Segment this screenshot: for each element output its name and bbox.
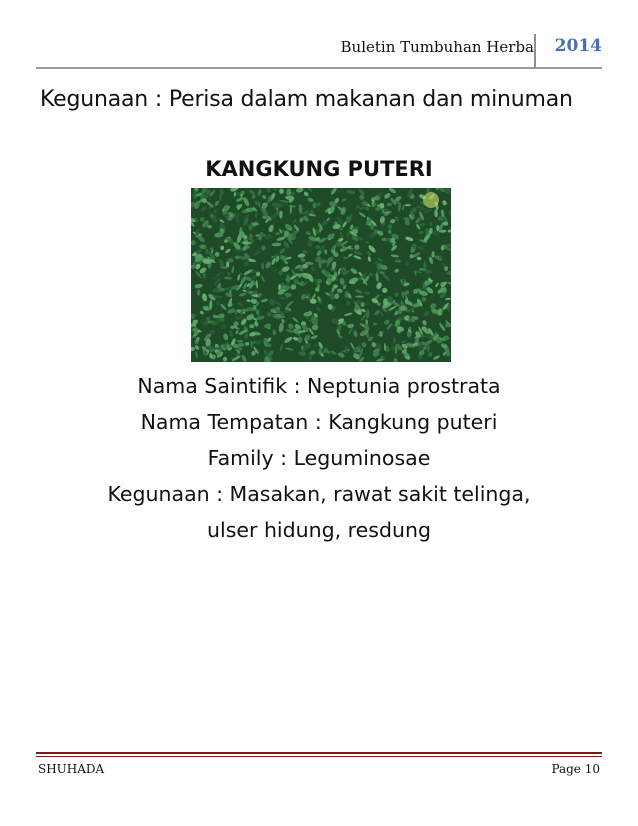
- page-header: [0, 34, 602, 70]
- header-year: 2014: [554, 36, 602, 56]
- info-family: Family : Leguminosae: [207, 446, 431, 470]
- previous-use-line: Kegunaan : Perisa dalam makanan dan minuman: [40, 87, 573, 112]
- footer-page-number: Page 10: [551, 762, 600, 776]
- info-local-name: Nama Tempatan : Kangkung puteri: [140, 410, 498, 434]
- plant-info: [0, 368, 638, 548]
- header-rule: [36, 67, 602, 69]
- footer-rule: [36, 752, 602, 754]
- plant-title: KANGKUNG PUTERI: [205, 157, 433, 181]
- header-separator: [534, 34, 536, 68]
- info-uses-continued: ulser hidung, resdung: [207, 518, 431, 542]
- info-uses: Kegunaan : Masakan, rawat sakit telinga,: [107, 482, 531, 506]
- header-title: Buletin Tumbuhan Herba: [340, 38, 534, 56]
- footer-rule-thin: [36, 756, 602, 757]
- info-scientific-name: Nama Saintifik : Neptunia prostrata: [137, 374, 501, 398]
- plant-photo: [191, 188, 451, 362]
- footer-author: SHUHADA: [38, 762, 105, 776]
- foliage-image: [191, 188, 451, 362]
